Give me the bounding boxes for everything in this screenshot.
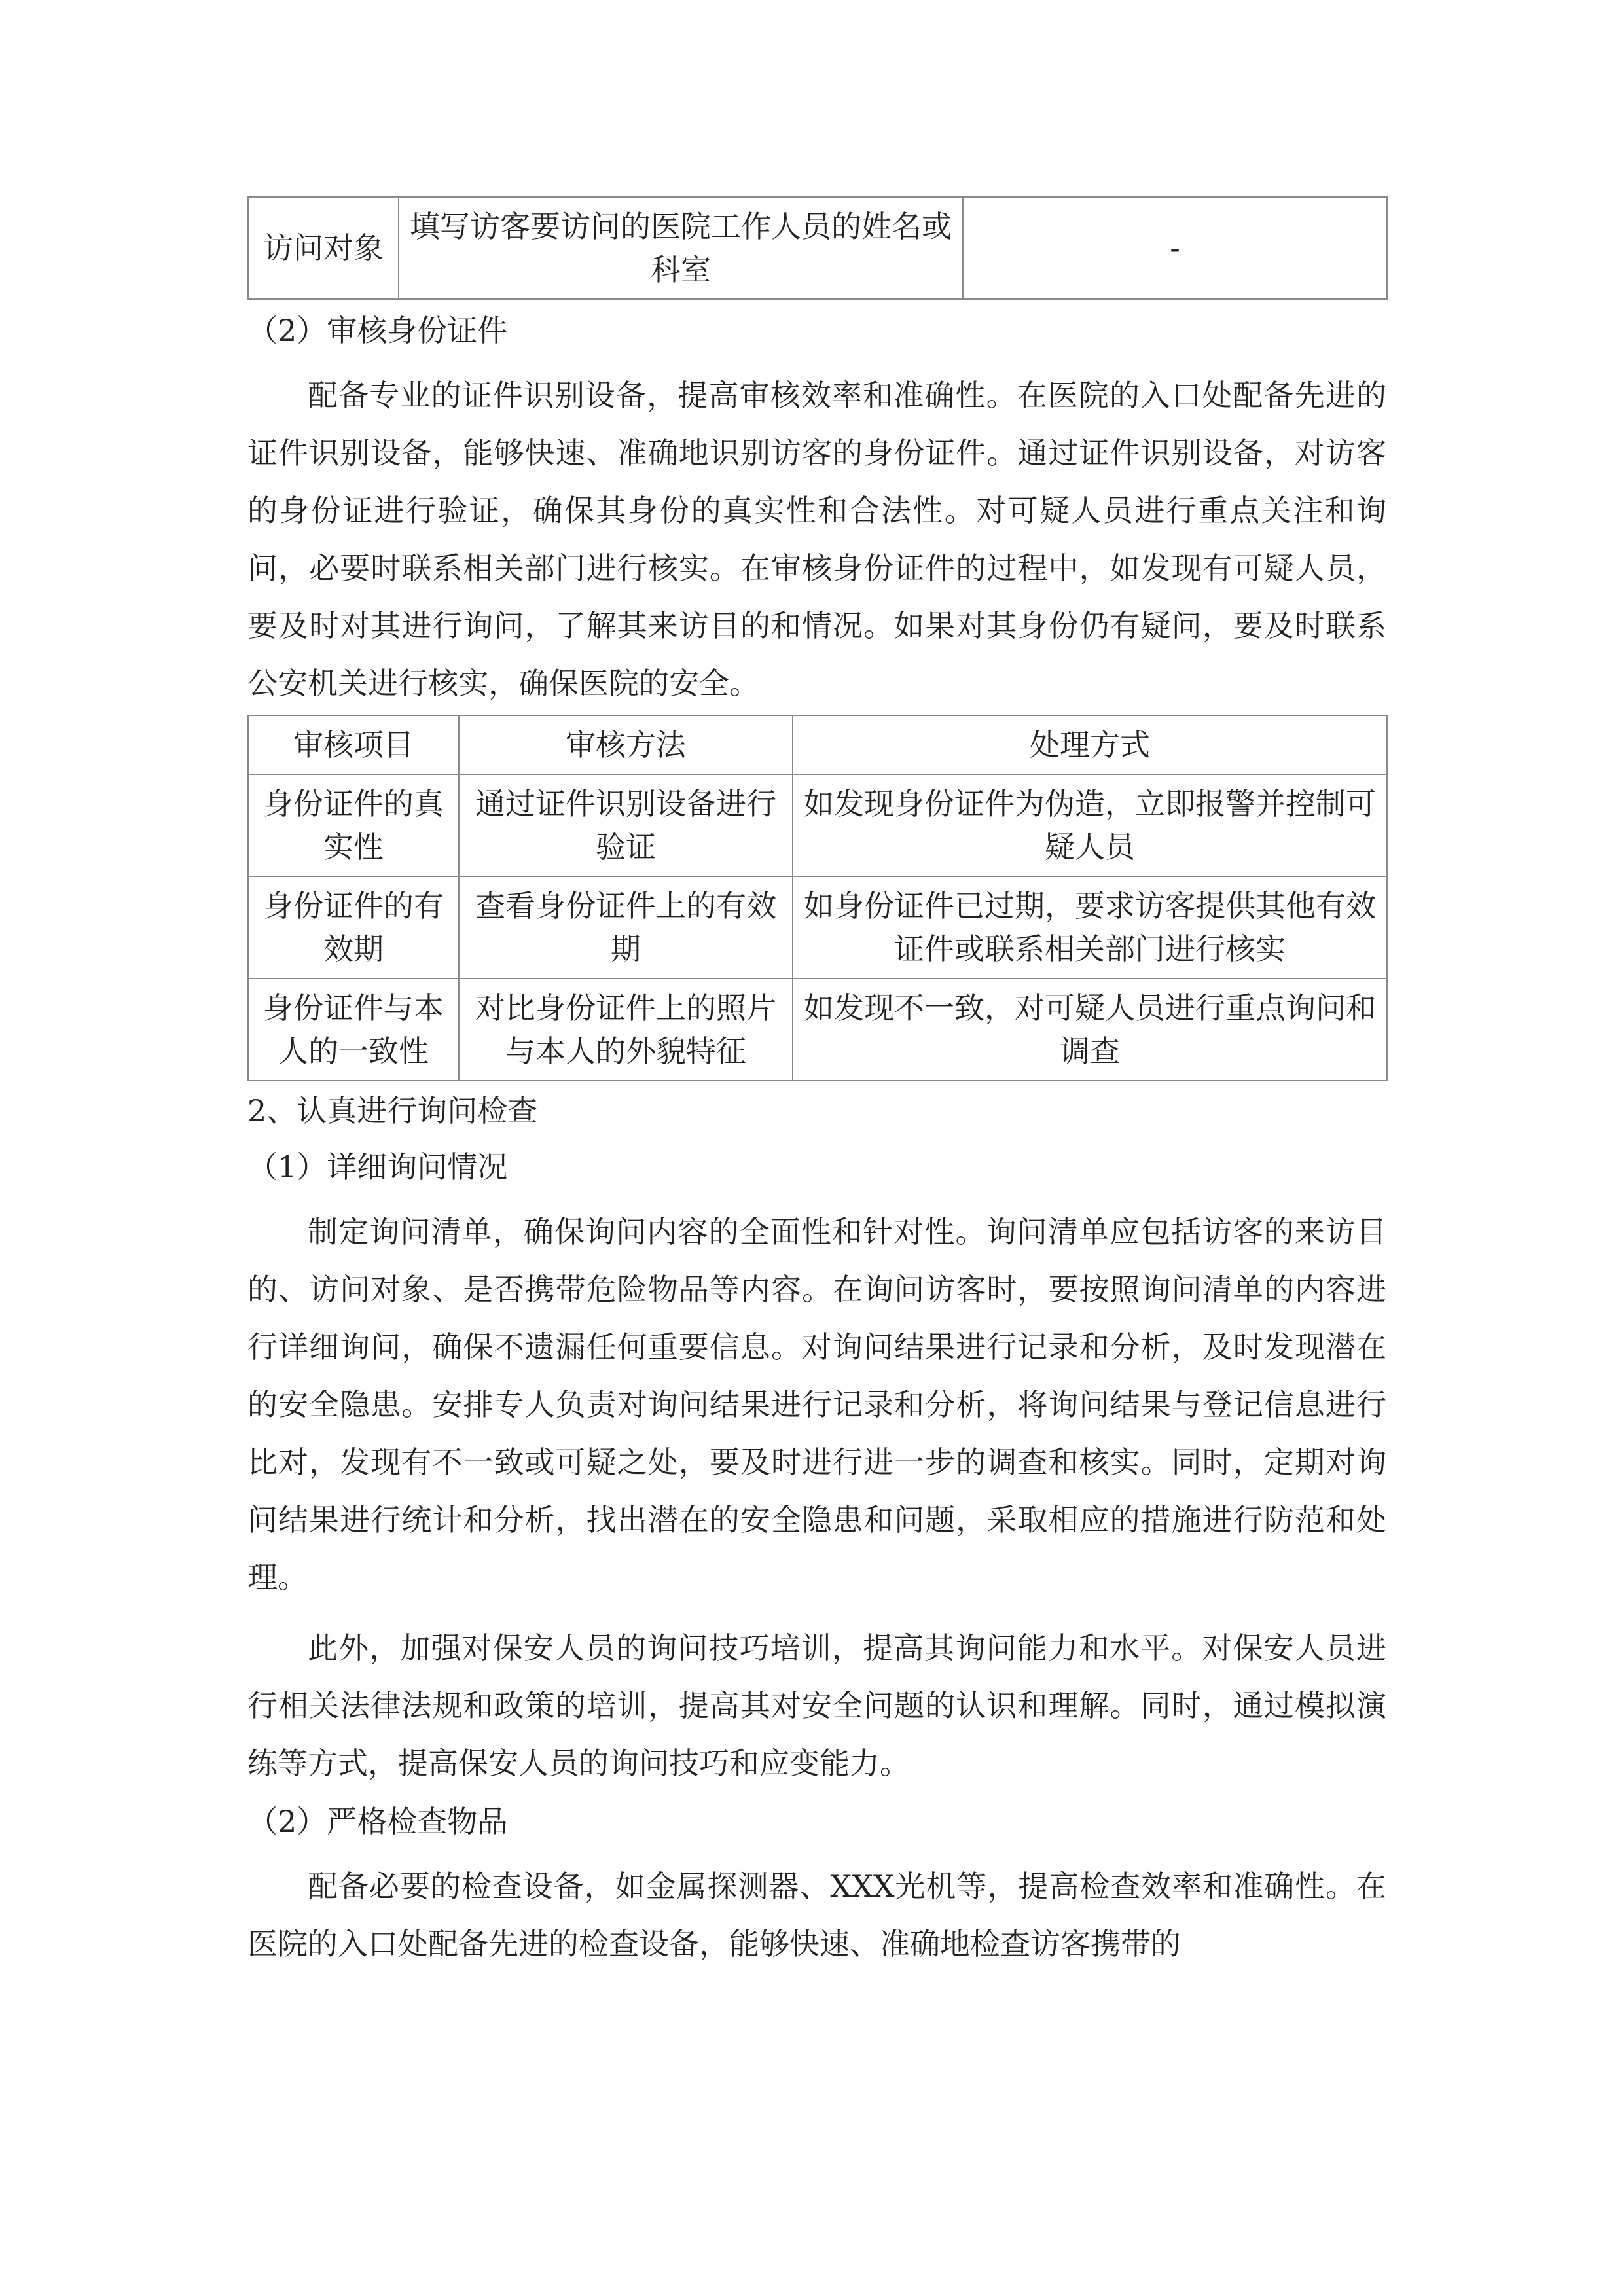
subsection-heading: （1）详细询问情况 [247,1149,508,1185]
table-cell: 通过证件识别设备进行验证 [459,774,793,876]
table-cell: 填写访客要访问的医院工作人员的姓名或科室 [399,197,963,299]
table-cell: 身份证件的真实性 [248,774,459,876]
table-row [248,876,1387,978]
column-header: 处理方式 [793,715,1387,774]
table-cell: 如发现身份证件为伪造，立即报警并控制可疑人员 [793,774,1387,876]
paragraph: 配备专业的证件识别设备，提高审核效率和准确性。在医院的入口处配备先进的证件识别设备，能够快速、准确地识别访客的身份证件。通过证件识别设备，对访客的身份证进行验证，确保其身份的真实性和合法性。对可疑人员进行重点关注和询问，必要时联系相关部门进行核实。在审核身份证件的过程中，如发现有可疑人员，要及时对其进行询问，了解其来访目的和情况。如果对其身份仍有疑问，要及时联系公安机关进行核实，确保医院的安全。 [247,378,1386,701]
paragraph: 制定询问清单，确保询问内容的全面性和针对性。询问清单应包括访客的来访目的、访问对象、是否携带危险物品等内容。在询问访客时，要按照询问清单的内容进行详细询问，确保不遗漏任何重要信息。对询问结果进行记录和分析，及时发现潜在的安全隐患。安排专人负责对询问结果进行记录和分析，将询问结果与登记信息进行比对，发现有不一致或可疑之处，要及时进行进一步的调查和核实。同时，定期对询问结果进行统计和分析，找出潜在的安全隐患和问题，采取相应的措施进行防范和处理。 [247,1214,1386,1595]
table-header-row [248,715,1387,774]
table-cell: 查看身份证件上的有效期 [459,876,793,978]
column-header: 审核方法 [459,715,793,774]
subsection-heading: （2）严格检查物品 [247,1804,508,1839]
id-verification-table [247,715,1388,1081]
paragraph: 配备必要的检查设备，如金属探测器、XXX光机等，提高检查效率和准确性。在医院的入口处配备先进的检查设备，能够快速、准确地检查访客携带的 [247,1869,1386,1962]
table-row [248,978,1387,1081]
visitor-info-table [247,196,1388,300]
table-row [248,774,1387,876]
section-heading: （2）审核身份证件 [247,313,508,348]
column-header: 审核项目 [248,715,459,774]
table-cell: 身份证件的有效期 [248,876,459,978]
paragraph: 此外，加强对保安人员的询问技巧培训，提高其询问能力和水平。对保安人员进行相关法律法规和政策的培训，提高其对安全问题的认识和理解。同时，通过模拟演练等方式，提高保安人员的询问技巧和应变能力。 [247,1630,1386,1781]
table-cell: 对比身份证件上的照片与本人的外貌特征 [459,978,793,1081]
table-row [248,197,1387,299]
table-cell: 身份证件与本人的一致性 [248,978,459,1081]
table-cell: - [963,197,1387,299]
table-cell: 如发现不一致，对可疑人员进行重点询问和调查 [793,978,1387,1081]
table-cell: 如身份证件已过期，要求访客提供其他有效证件或联系相关部门进行核实 [793,876,1387,978]
section-heading: 2、认真进行询问检查 [247,1093,538,1128]
page-content [247,196,1386,1973]
table-cell: 访问对象 [248,197,399,299]
